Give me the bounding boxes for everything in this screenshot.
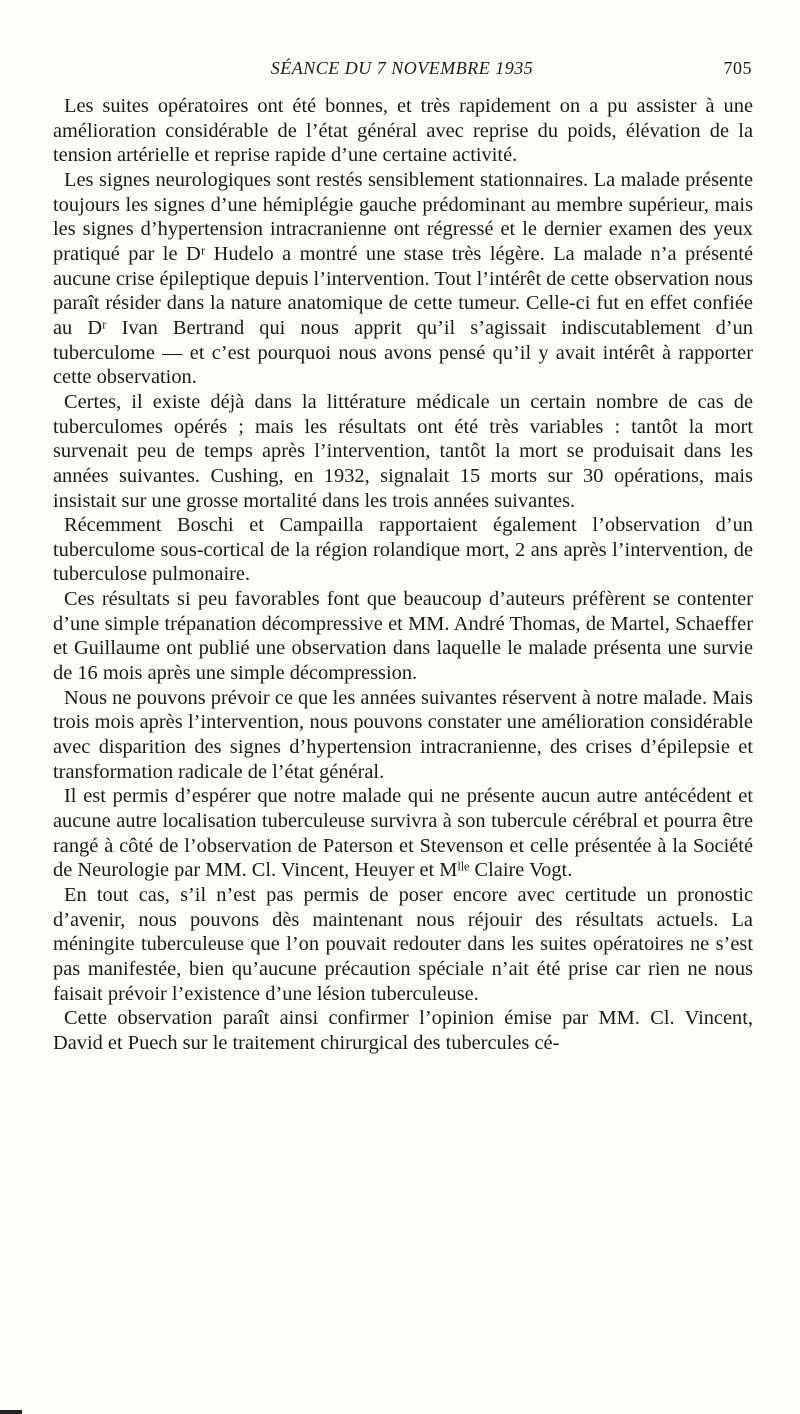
- paragraph: Récemment Boschi et Campailla rapportaient également l’observation d’un tuberculome sous-cortical de la région rolandique mort, 2 ans après l’intervention, de tuberculose pulmonaire.: [53, 514, 753, 586]
- running-header: [52, 58, 752, 84]
- paragraph: Ces résultats si peu favorables font que beaucoup d’auteurs préfèrent se contenter d’une simple trépanation décompressive et MM. André Thomas, de Martel, Schaeffer et Guillaume ont publié une observation dans laquelle le malade présenta une survie de 16 mois après une simple décompression.: [53, 588, 753, 685]
- page-number: 705: [723, 58, 752, 78]
- paragraph: Les suites opératoires ont été bonnes, et très rapidement on a pu assister à une amélioration considérable de l’état général avec reprise du poids, élévation de la tension artérielle et reprise rapide d’une certaine activité.: [53, 95, 753, 167]
- paragraph: Cette observation paraît ainsi confirmer l’opinion émise par MM. Cl. Vincent, David et Puech sur le traitement chirurgical des tubercules cé-: [53, 1007, 753, 1054]
- body-text: [53, 94, 753, 1056]
- paragraph: Certes, il existe déjà dans la littérature médicale un certain nombre de cas de tuberculomes opérés ; mais les résultats ont été très variables : tantôt la mort survenait peu de temps après l’intervention, tantôt la mort se produisait dans les années suivantes. Cushing, en 1932, signalait 15 morts sur 30 opérations, mais insistait sur une grosse mortalité dans les trois années suivantes.: [53, 390, 753, 512]
- header-title: SÉANCE DU 7 NOVEMBRE 1935: [270, 58, 534, 78]
- paragraph: Il est permis d’espérer que notre malade qui ne présente aucun autre antécédent et aucune autre localisation tuberculeuse survivra à son tubercule cérébral et pourra être rangé à côté de l’observation de Paterson et Stevenson et celle présentée à la Société de Neurologie par MM. Cl. Vincent, Heuyer et Mˡˡᵉ Claire Vogt.: [53, 785, 753, 882]
- paragraph: En tout cas, s’il n’est pas permis de poser encore avec certitude un pronostic d’avenir, nous pouvons dès maintenant nous réjouir des résultats actuels. La méningite tuberculeuse que l’on pouvait redouter dans les suites opératoires ne s’est pas manifestée, bien qu’aucune précaution spéciale n’ait été prise car rien ne nous faisait prévoir l’existence d’une lésion tuberculeuse.: [53, 884, 753, 1005]
- scan-edge-mark: [0, 1410, 22, 1414]
- paragraph: Nous ne pouvons prévoir ce que les années suivantes réservent à notre malade. Mais trois mois après l’intervention, nous pouvons constater une amélioration considérable avec disparition des signes d’hypertension intracranienne, des crises d’épilepsie et transformation radicale de l’état général.: [53, 686, 753, 783]
- paragraph: Les signes neurologiques sont restés sensiblement stationnaires. La malade présente toujours les signes d’une hémiplégie gauche prédominant au membre supérieur, mais les signes d’hypertension intracranienne ont régressé et le dernier examen des yeux pratiqué par le Dʳ Hudelo a montré une stase très légère. La malade n’a présenté aucune crise épileptique depuis l’intervention. Tout l’intérêt de cette observation nous paraît résider dans la nature anatomique de cette tumeur. Celle-ci fut en effet confiée au Dʳ Ivan Bertrand qui nous apprit qu’il s’agissait indiscutablement d’un tuberculome — et c’est pourquoi nous avons pensé qu’il y avait intérêt à rapporter cette observation.: [53, 168, 753, 389]
